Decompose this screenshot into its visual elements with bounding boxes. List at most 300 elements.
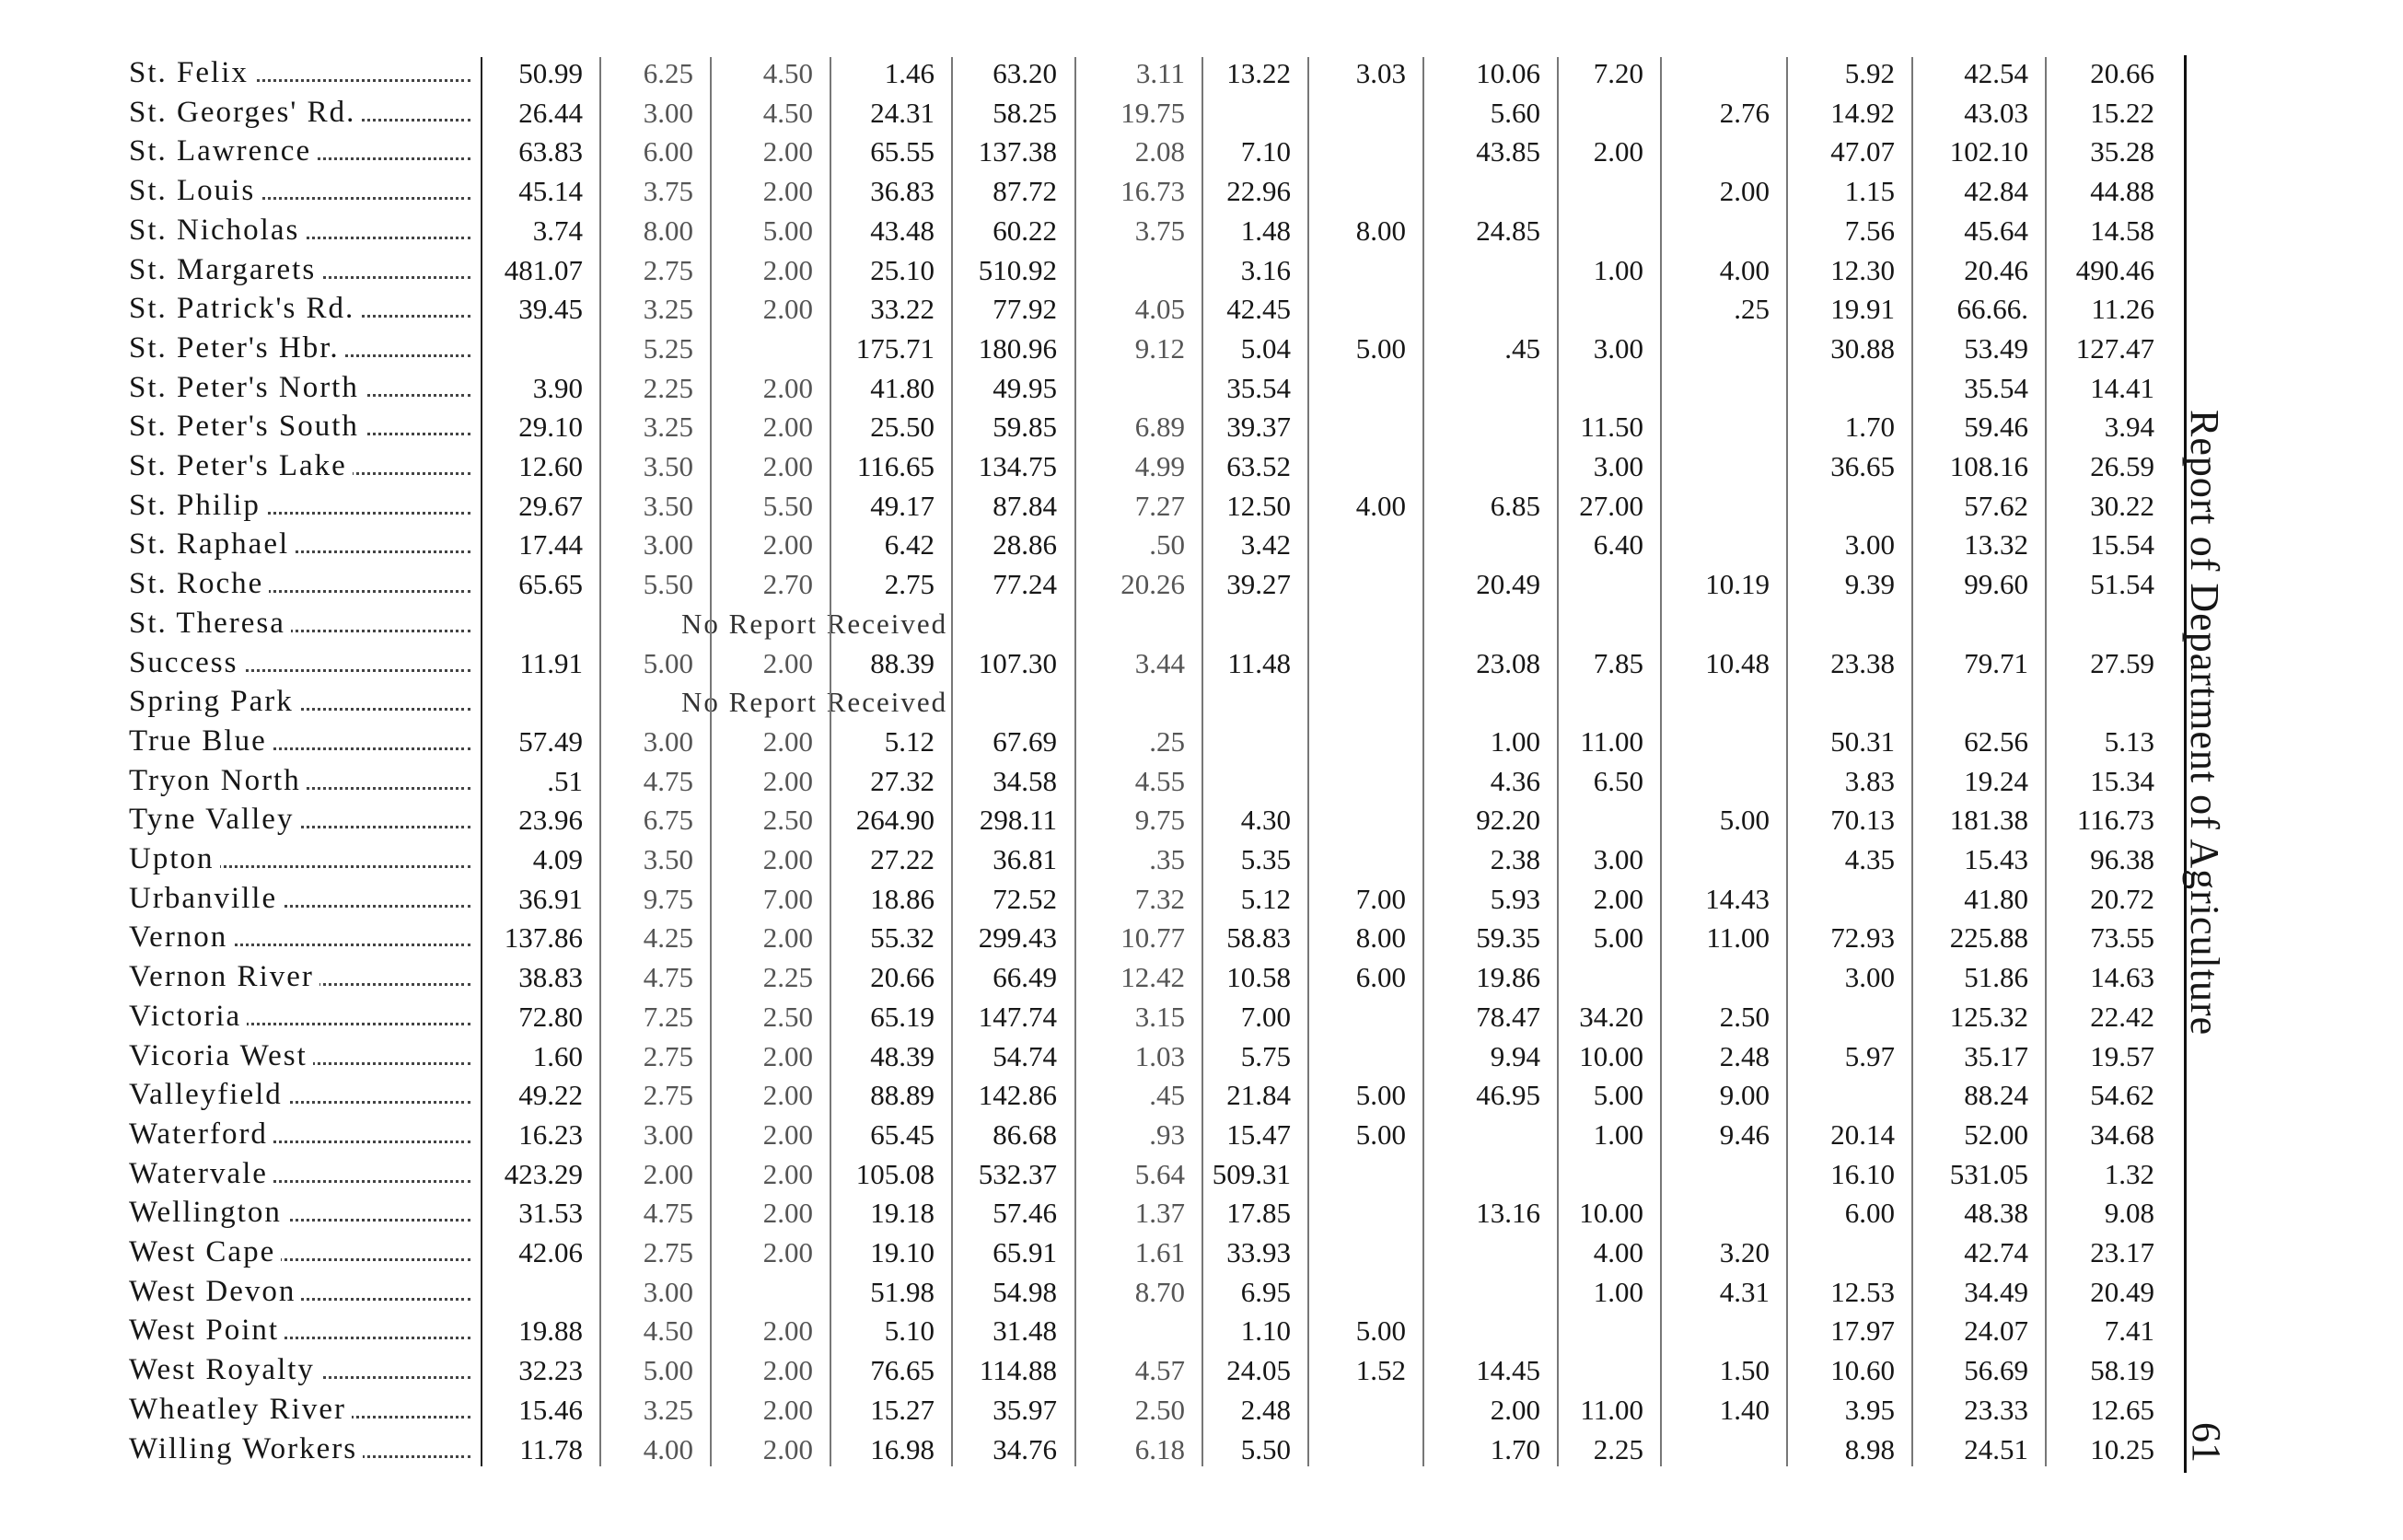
table-row	[0, 132, 2228, 171]
table-cell: 5.00	[643, 1354, 693, 1387]
table-cell: 22.42	[2090, 1000, 2154, 1033]
table-cell: 50.99	[518, 57, 583, 89]
table-cell: 11.78	[519, 1432, 583, 1465]
row-name-label: St. Raphael	[129, 527, 295, 561]
table-row	[0, 1390, 2228, 1430]
table-cell: 2.00	[762, 921, 813, 955]
table-cell: 13.32	[1964, 528, 2028, 562]
table-cell: 15.34	[2090, 764, 2154, 797]
table-cell: 1.48	[1240, 214, 1291, 247]
table-cell: 88.24	[1964, 1079, 2028, 1112]
table-row	[0, 761, 2228, 801]
table-cell: 4.00	[643, 1432, 693, 1465]
table-cell: 3.44	[1134, 646, 1185, 679]
table-cell: 6.40	[1593, 528, 1643, 562]
table-cell: 1.61	[1134, 1236, 1185, 1268]
row-name-label: St. Georges' Rd.	[129, 96, 361, 129]
table-cell: 2.75	[643, 1236, 693, 1268]
table-cell: 24.51	[1964, 1432, 2028, 1465]
row-name-label: St. Lawrence	[129, 134, 317, 168]
table-cell: 31.48	[993, 1314, 1057, 1348]
table-cell: 1.15	[1844, 175, 1895, 208]
table-row	[0, 93, 2228, 133]
table-cell: 9.46	[1719, 1117, 1770, 1151]
table-cell: 15.43	[1964, 843, 2028, 875]
table-row	[0, 1115, 2228, 1154]
row-name	[129, 722, 474, 761]
table-cell: 20.66	[870, 961, 934, 994]
table-cell: 8.00	[643, 214, 693, 247]
table-cell: 17.85	[1226, 1197, 1291, 1230]
table-cell: 3.25	[643, 1393, 693, 1426]
column-rule	[830, 57, 831, 1466]
no-report-note: No Report Received	[681, 686, 948, 719]
table-cell: 2.50	[762, 804, 813, 837]
table-row	[0, 1350, 2228, 1390]
table-cell: 490.46	[2075, 253, 2154, 286]
table-cell: 2.48	[1240, 1393, 1291, 1426]
table-cell: 7.85	[1593, 646, 1643, 679]
table-cell: .51	[547, 764, 583, 797]
table-cell: 5.93	[1490, 882, 1540, 915]
table-row	[0, 329, 2228, 368]
table-row	[0, 957, 2228, 997]
table-cell: 8.00	[1355, 921, 1406, 955]
table-cell: 34.68	[2090, 1117, 2154, 1151]
table-cell: 6.00	[1844, 1197, 1895, 1230]
table-cell: 4.31	[1719, 1275, 1770, 1308]
table-cell: 2.00	[762, 253, 813, 286]
column-rule	[2045, 57, 2047, 1466]
table-cell: 46.95	[1476, 1079, 1540, 1112]
row-name-label: St. Theresa	[129, 607, 291, 640]
table-cell: 1.00	[1593, 253, 1643, 286]
table-cell: 13.16	[1476, 1197, 1540, 1230]
table-cell: 19.18	[870, 1197, 934, 1230]
row-name	[129, 839, 474, 879]
table-cell: 1.03	[1134, 1039, 1185, 1072]
table-row	[0, 918, 2228, 957]
table-cell: 5.00	[1593, 921, 1643, 955]
row-name-label: Vernon	[129, 921, 233, 954]
table-cell: 4.30	[1240, 804, 1291, 837]
table-cell: 2.00	[762, 528, 813, 562]
row-name-label: Watervale	[129, 1157, 273, 1190]
table-cell: 2.75	[643, 1079, 693, 1112]
table-cell: 35.97	[993, 1393, 1057, 1426]
table-row	[0, 1075, 2228, 1115]
table-cell: 6.42	[884, 528, 934, 562]
row-name	[129, 211, 474, 250]
table-cell: 6.75	[643, 804, 693, 837]
table-cell: 10.77	[1120, 921, 1185, 955]
table-cell: 2.75	[643, 253, 693, 286]
table-cell: 13.22	[1226, 57, 1291, 89]
table-row	[0, 682, 2228, 722]
table-cell: 5.13	[2104, 724, 2154, 758]
table-cell: 48.39	[870, 1039, 934, 1072]
table-cell: 25.50	[870, 411, 934, 444]
table-cell: 21.84	[1226, 1079, 1291, 1112]
table-cell: .50	[1149, 528, 1185, 562]
row-name-label: Vernon River	[129, 960, 319, 993]
table-cell: 2.00	[762, 1117, 813, 1151]
table-cell: 114.88	[979, 1354, 1057, 1387]
table-cell: 2.00	[762, 1157, 813, 1190]
table-cell: 14.45	[1476, 1354, 1540, 1387]
column-rule	[1786, 57, 1788, 1466]
row-name-label: West Cape	[129, 1235, 281, 1268]
row-name	[129, 1311, 474, 1350]
table-cell: 9.75	[643, 882, 693, 915]
table-cell: 42.06	[518, 1236, 583, 1268]
table-cell: 49.95	[993, 371, 1057, 404]
column-rule	[1202, 57, 1203, 1466]
table-cell: 2.76	[1719, 96, 1770, 129]
table-cell: 3.16	[1240, 253, 1291, 286]
table-cell: 39.45	[518, 293, 583, 326]
row-name	[129, 53, 474, 93]
row-name	[129, 525, 474, 564]
table-cell: 87.72	[993, 175, 1057, 208]
table-cell: 3.95	[1844, 1393, 1895, 1426]
table-cell: 5.00	[1355, 1117, 1406, 1151]
table-cell: 51.86	[1964, 961, 2028, 994]
row-name	[129, 486, 474, 526]
table-cell: 70.13	[1830, 804, 1895, 837]
table-cell: 14.41	[2090, 371, 2154, 404]
table-cell: 3.03	[1355, 57, 1406, 89]
row-name-label: Upton	[129, 842, 220, 875]
table-cell: .25	[1734, 293, 1770, 326]
table-cell: 30.22	[2090, 489, 2154, 522]
row-name	[129, 289, 474, 329]
table-cell: 23.96	[518, 804, 583, 837]
table-cell: 3.75	[643, 175, 693, 208]
table-cell: 36.83	[870, 175, 934, 208]
row-name	[129, 643, 474, 683]
row-name	[129, 564, 474, 604]
table-cell: 4.00	[1355, 489, 1406, 522]
table-cell: 99.60	[1964, 568, 2028, 601]
row-name	[129, 1272, 474, 1312]
table-cell: 11.26	[2091, 293, 2154, 326]
column-rule	[1307, 57, 1309, 1466]
table-cell: 1.32	[2104, 1157, 2154, 1190]
row-name	[129, 171, 474, 211]
table-cell: 12.53	[1830, 1275, 1895, 1308]
row-name-label: Wheatley River	[129, 1393, 352, 1426]
table-cell: 26.59	[2090, 450, 2154, 482]
row-name	[129, 368, 474, 408]
row-name-label: Victoria	[129, 1000, 247, 1033]
column-rule	[710, 57, 712, 1466]
table-cell: 11.00	[1580, 724, 1643, 758]
table-cell: 6.00	[643, 135, 693, 168]
row-name-label: St. Peter's North	[129, 371, 365, 404]
table-cell: 3.00	[1593, 331, 1643, 365]
table-cell: 10.00	[1579, 1039, 1643, 1072]
table-cell: 3.50	[643, 489, 693, 522]
table-cell: 49.17	[870, 489, 934, 522]
table-cell: 9.39	[1844, 568, 1895, 601]
running-title: Report of Department of Agriculture	[2182, 410, 2227, 1036]
table-cell: 35.54	[1226, 371, 1291, 404]
table-cell: 1.70	[1844, 411, 1895, 444]
table-cell: 16.73	[1120, 175, 1185, 208]
table-cell: 2.00	[762, 724, 813, 758]
table-cell: 72.80	[518, 1000, 583, 1033]
table-cell: 3.00	[643, 1275, 693, 1308]
table-cell: 20.14	[1830, 1117, 1895, 1151]
row-name-label: St. Peter's Lake	[129, 449, 353, 482]
table-cell: 3.15	[1134, 1000, 1185, 1033]
table-cell: 19.91	[1830, 293, 1895, 326]
table-cell: 87.84	[993, 489, 1057, 522]
table-cell: 12.60	[518, 450, 583, 482]
table-cell: 9.12	[1134, 331, 1185, 365]
table-cell: 77.92	[993, 293, 1057, 326]
table-cell: 38.83	[518, 961, 583, 994]
table-cell: 24.05	[1226, 1354, 1291, 1387]
table-cell: 88.39	[870, 646, 934, 679]
row-name-label: St. Peter's Hbr.	[129, 331, 345, 365]
table-cell: 2.00	[762, 764, 813, 797]
table-cell: 2.08	[1134, 135, 1185, 168]
table-cell: 509.31	[1212, 1157, 1291, 1190]
column-rule	[599, 57, 601, 1466]
table-cell: 19.75	[1120, 96, 1185, 129]
table-cell: 76.65	[870, 1354, 934, 1387]
table-cell: 30.88	[1830, 331, 1895, 365]
table-cell: 1.00	[1593, 1117, 1643, 1151]
table-cell: 9.75	[1134, 804, 1185, 837]
table-cell: 23.38	[1830, 646, 1895, 679]
table-cell: 127.47	[2075, 331, 2154, 365]
row-name	[129, 604, 474, 643]
table-cell: 42.74	[1964, 1236, 2028, 1268]
table-cell: 2.00	[762, 843, 813, 875]
table-row	[0, 407, 2228, 446]
table-cell: 5.00	[1355, 331, 1406, 365]
row-name	[129, 1430, 474, 1469]
table-cell: 3.83	[1844, 764, 1895, 797]
table-cell: 79.71	[1964, 646, 2028, 679]
table-cell: 29.10	[518, 411, 583, 444]
table-cell: 52.00	[1964, 1117, 2028, 1151]
table-cell: 51.98	[870, 1275, 934, 1308]
row-name-label: Willing Workers	[129, 1432, 363, 1465]
table-cell: 11.48	[1227, 646, 1291, 679]
table-cell: 28.86	[993, 528, 1057, 562]
table-row	[0, 1154, 2228, 1194]
table-cell: 63.20	[993, 57, 1057, 89]
table-cell: 5.25	[643, 331, 693, 365]
row-name-label: St. Patrick's Rd.	[129, 292, 360, 325]
table-cell: 3.75	[1134, 214, 1185, 247]
table-cell: 4.50	[762, 96, 813, 129]
table-cell: 5.00	[643, 646, 693, 679]
table-cell: 41.80	[870, 371, 934, 404]
table-cell: 12.65	[2090, 1393, 2154, 1426]
table-cell: 1.00	[1490, 724, 1540, 758]
table-cell: 3.11	[1135, 57, 1185, 89]
row-name	[129, 682, 474, 722]
table-cell: 5.50	[1240, 1432, 1291, 1465]
table-cell: 15.54	[2090, 528, 2154, 562]
table-cell: 66.49	[993, 961, 1057, 994]
table-cell: 67.69	[993, 724, 1057, 758]
table-row	[0, 1233, 2228, 1272]
table-cell: 14.58	[2090, 214, 2154, 247]
table-cell: 27.22	[870, 843, 934, 875]
table-cell: .25	[1149, 724, 1185, 758]
row-name	[129, 1193, 474, 1233]
table-cell: 36.65	[1830, 450, 1895, 482]
table-cell: 264.90	[855, 804, 934, 837]
table-cell: .45	[1149, 1079, 1185, 1112]
table-cell: 32.23	[518, 1354, 583, 1387]
row-name	[129, 1036, 474, 1076]
table-cell: 5.04	[1240, 331, 1291, 365]
table-cell: 2.25	[1593, 1432, 1643, 1465]
row-name-label: St. Louis	[129, 174, 261, 207]
table-cell: 2.25	[762, 961, 813, 994]
table-cell: 23.17	[2090, 1236, 2154, 1268]
table-cell: 5.00	[1355, 1314, 1406, 1348]
table-cell: 36.91	[518, 882, 583, 915]
table-cell: 6.95	[1240, 1275, 1291, 1308]
table-cell: 20.66	[2090, 57, 2154, 89]
table-cell: 2.38	[1490, 843, 1540, 875]
table-cell: 10.25	[2090, 1432, 2154, 1465]
row-name-label: Tryon North	[129, 764, 307, 797]
table-cell: 15.22	[2090, 96, 2154, 129]
table-cell: 298.11	[979, 804, 1057, 837]
table-cell: 5.97	[1844, 1039, 1895, 1072]
table-cell: 34.76	[993, 1432, 1057, 1465]
row-name-label: St. Nicholas	[129, 214, 305, 247]
table-cell: 4.50	[643, 1314, 693, 1348]
table-cell: 5.60	[1490, 96, 1540, 129]
table-cell: 58.25	[993, 96, 1057, 129]
table-cell: 3.00	[643, 528, 693, 562]
table-cell: 19.57	[2090, 1039, 2154, 1072]
table-cell: 7.10	[1240, 135, 1291, 168]
table-row	[0, 525, 2228, 564]
table-cell: 7.56	[1844, 214, 1895, 247]
table-row	[0, 486, 2228, 526]
table-cell: 72.52	[993, 882, 1057, 915]
table-cell: 39.27	[1226, 568, 1291, 601]
table-cell: 20.46	[1964, 253, 2028, 286]
table-row	[0, 289, 2228, 329]
column-rule	[1422, 57, 1424, 1466]
table-cell: 15.46	[518, 1393, 583, 1426]
table-cell: 102.10	[1949, 135, 2028, 168]
table-cell: .45	[1504, 331, 1540, 365]
table-cell: 23.08	[1476, 646, 1540, 679]
row-name	[129, 761, 474, 801]
table-row	[0, 643, 2228, 683]
table-cell: 1.46	[884, 57, 934, 89]
table-cell: 481.07	[504, 253, 583, 286]
table-cell: 2.00	[643, 1157, 693, 1190]
table-cell: 5.92	[1844, 57, 1895, 89]
table-cell: 5.00	[1719, 804, 1770, 837]
table-cell: 1.70	[1490, 1432, 1540, 1465]
table-cell: 14.63	[2090, 961, 2154, 994]
table-cell: 47.07	[1830, 135, 1895, 168]
table-row	[0, 53, 2228, 93]
table-cell: 3.00	[1844, 961, 1895, 994]
table-cell: 14.92	[1830, 96, 1895, 129]
table-cell: 10.58	[1226, 961, 1291, 994]
table-row	[0, 879, 2228, 919]
table-cell: 2.00	[762, 175, 813, 208]
table-cell: 175.71	[855, 331, 934, 365]
table-cell: 10.00	[1579, 1197, 1643, 1230]
table-cell: 57.46	[993, 1197, 1057, 1230]
table-cell: 108.16	[1949, 450, 2028, 482]
table-cell: 2.00	[762, 1039, 813, 1072]
no-report-note: No Report Received	[681, 607, 948, 640]
table-cell: 423.29	[504, 1157, 583, 1190]
table-cell: 2.50	[1719, 1000, 1770, 1033]
table-cell: 27.32	[870, 764, 934, 797]
table-row	[0, 997, 2228, 1036]
table-cell: 2.00	[762, 411, 813, 444]
row-name	[129, 957, 474, 997]
table-cell: 8.00	[1355, 214, 1406, 247]
row-name	[129, 997, 474, 1036]
table-cell: 24.31	[870, 96, 934, 129]
table-cell: 9.00	[1719, 1079, 1770, 1112]
row-name	[129, 1154, 474, 1194]
table-cell: 15.27	[870, 1393, 934, 1426]
table-cell: 3.20	[1719, 1236, 1770, 1268]
table-cell: 49.22	[518, 1079, 583, 1112]
table-cell: 8.70	[1134, 1275, 1185, 1308]
table-cell: 27.00	[1579, 489, 1643, 522]
table-cell: 531.05	[1949, 1157, 2028, 1190]
table-cell: 78.47	[1476, 1000, 1540, 1033]
table-cell: 33.93	[1226, 1236, 1291, 1268]
table-cell: 3.74	[532, 214, 583, 247]
table-cell: 55.32	[870, 921, 934, 955]
table-cell: 58.19	[2090, 1354, 2154, 1387]
table-cell: 19.88	[518, 1314, 583, 1348]
row-name-label: St. Peter's South	[129, 410, 365, 443]
table-cell: 22.96	[1226, 175, 1291, 208]
table-cell: 2.00	[762, 293, 813, 326]
table-cell: 3.50	[643, 843, 693, 875]
table-cell: 2.00	[1719, 175, 1770, 208]
table-cell: 2.00	[762, 1079, 813, 1112]
table-cell: 134.75	[978, 450, 1057, 482]
table-cell: 17.97	[1830, 1314, 1895, 1348]
table-row	[0, 171, 2228, 211]
table-cell: 3.25	[643, 293, 693, 326]
table-cell: 4.99	[1134, 450, 1185, 482]
table-cell: 45.14	[518, 175, 583, 208]
table-cell: 3.25	[643, 411, 693, 444]
row-name	[129, 407, 474, 446]
table-cell: 58.83	[1226, 921, 1291, 955]
table-cell: 3.00	[1844, 528, 1895, 562]
table-cell: 5.12	[1240, 882, 1291, 915]
table-cell: 24.07	[1964, 1314, 2028, 1348]
